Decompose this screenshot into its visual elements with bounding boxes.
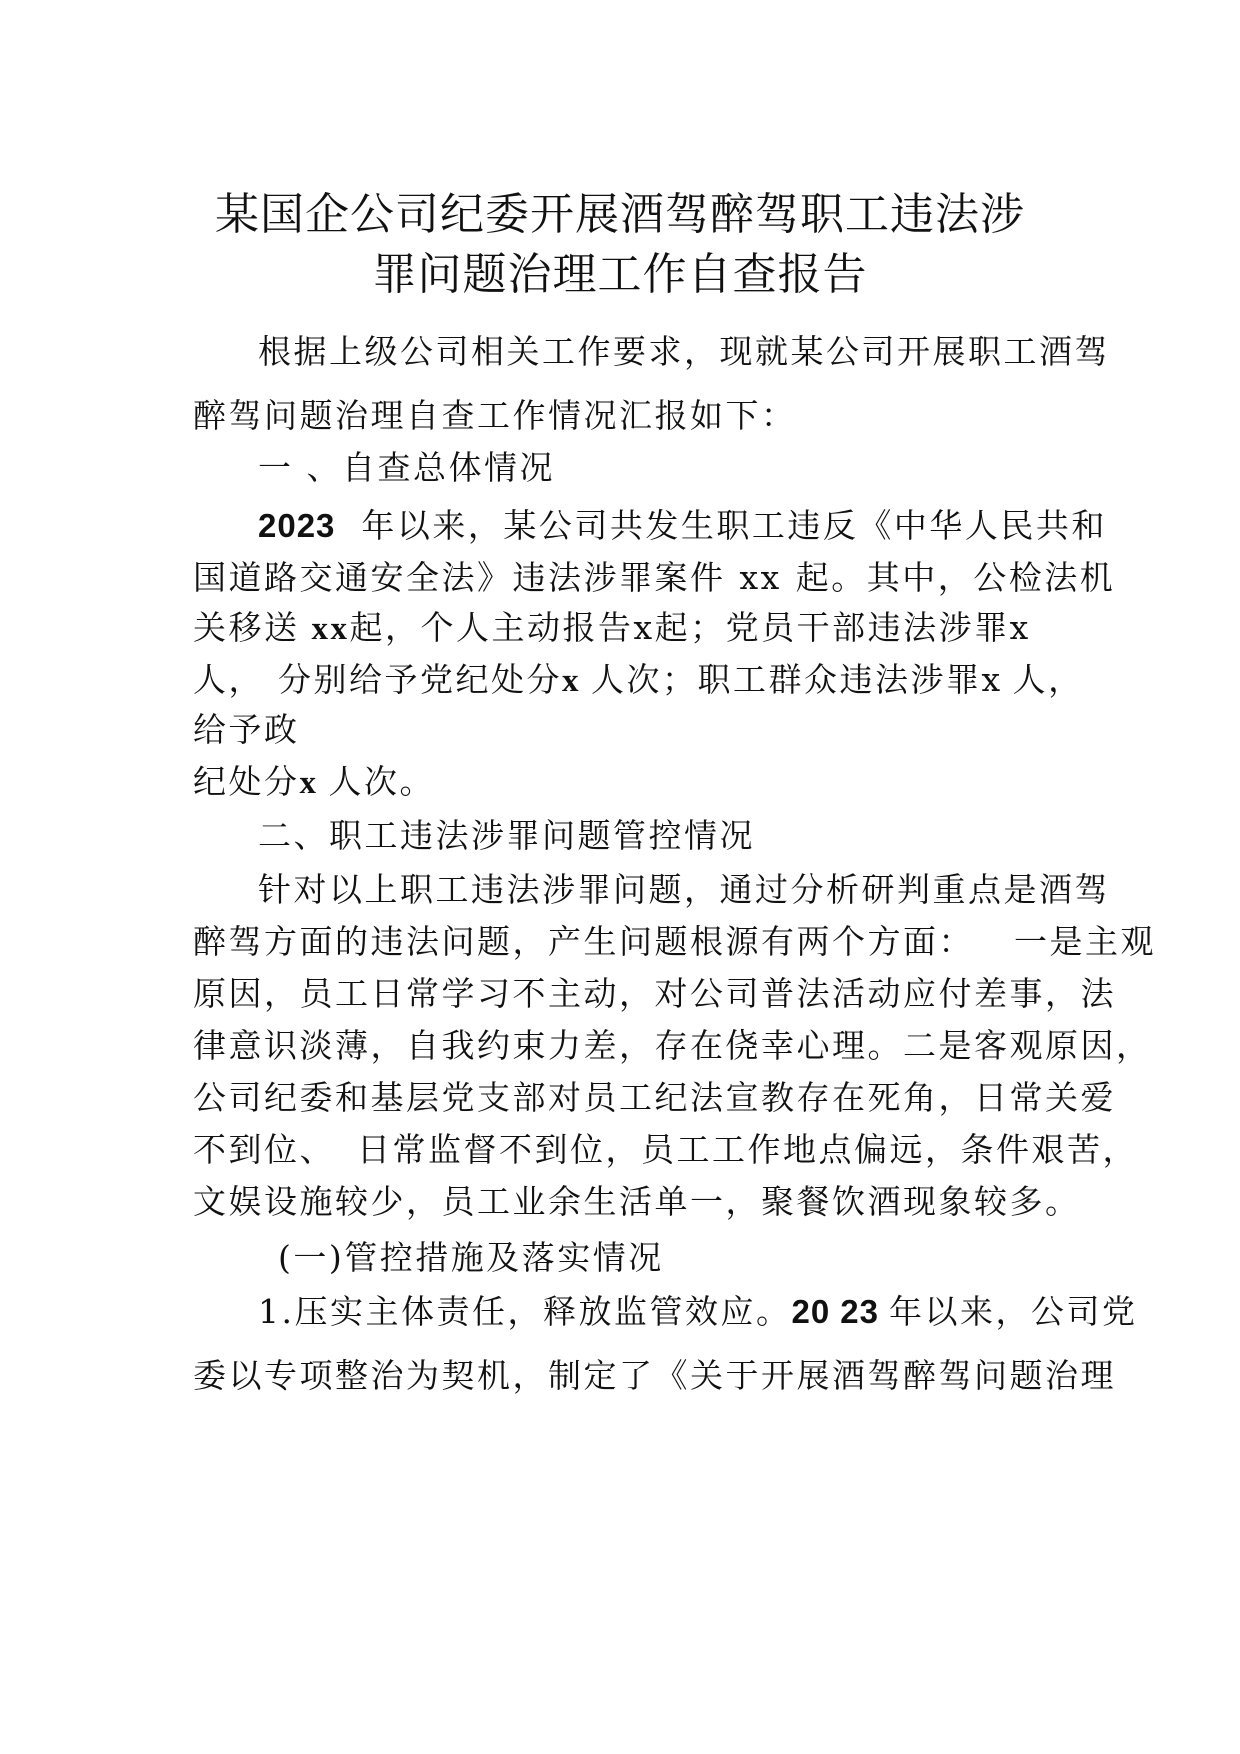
section-1-para-line-3 bbox=[193, 602, 1053, 649]
text-span: 人次。 bbox=[328, 762, 435, 801]
text-span: 国道路交通安全法》违法涉罪案件 bbox=[193, 558, 726, 597]
section-1-heading: 一 、自查总体情况 bbox=[258, 448, 555, 487]
section-2-heading: 二、职工违法涉罪问题管控情况 bbox=[258, 816, 755, 855]
count-placeholder: x bbox=[633, 608, 655, 647]
text-span: 年以来，公司党 bbox=[888, 1292, 1138, 1331]
section-2-para-line-4: 律意识淡薄，自我约束力差，存在侥幸心理。二是客观原因， bbox=[193, 1026, 1152, 1065]
count-placeholder: x bbox=[981, 660, 1003, 699]
count-placeholder: xx bbox=[311, 611, 350, 647]
text-span: 一是主观 bbox=[1014, 922, 1156, 961]
document-title-line-1: 某国企公司纪委开展酒驾醉驾职工违法涉 bbox=[215, 189, 1025, 240]
section-2-para-line-6 bbox=[193, 1124, 1138, 1171]
count-placeholder: x bbox=[299, 765, 319, 801]
section-1-para-line-1 bbox=[258, 500, 1118, 547]
intro-line-1: 根据上级公司相关工作要求，现就某公司开展职工酒驾 bbox=[258, 332, 1110, 371]
section-2-para-line-5: 公司纪委和基层党支部对员工纪法宣教存在死角，日常关爱 bbox=[193, 1078, 1116, 1117]
text-span: 纪处分 bbox=[193, 762, 300, 801]
intro-line-2: 醉驾问题治理自查工作情况汇报如下： bbox=[193, 396, 797, 435]
text-span: 日常监督不到位，员工工作地点偏远，条件艰苦， bbox=[357, 1130, 1138, 1169]
section-1-para-line-4 bbox=[193, 654, 1084, 701]
text-span: 年以来，某公司共发生职工违反《中华人民共和 bbox=[361, 506, 1107, 545]
text-span: 1.压实主体责任，释放监管效应。 bbox=[258, 1292, 792, 1331]
document-title-line-2: 罪问题治理工作自查报告 bbox=[372, 249, 868, 300]
text-span: 起；党员干部违法涉罪 bbox=[654, 608, 1010, 647]
section-2-para-line-3: 原因，员工日常学习不主动，对公司普法活动应付差事，法 bbox=[193, 974, 1116, 1013]
text-span: 人次；职工群众违法涉罪 bbox=[591, 660, 982, 699]
section-2-para-line-7: 文娱设施较少，员工业余生活单一，聚餐饮酒现象较多。 bbox=[193, 1182, 1081, 1221]
subsection-1-item-1-line-2: 委以专项整治为契机，制定了《关于开展酒驾醉驾问题治理 bbox=[193, 1356, 1116, 1395]
section-2-para-line-2 bbox=[193, 916, 1156, 963]
section-2-para-line-1: 针对以上职工违法涉罪问题，通过分析研判重点是酒驾 bbox=[258, 870, 1110, 909]
section-1-para-line-2 bbox=[193, 552, 1116, 599]
text-span: 关移送 bbox=[193, 608, 300, 647]
text-span: 分别给予党纪处分 bbox=[278, 660, 562, 699]
subsection-1-item-1-line-1 bbox=[258, 1286, 1138, 1333]
year-value: 2023 bbox=[258, 507, 336, 544]
text-span: 起。其中，公检法机 bbox=[795, 558, 1116, 597]
text-span: 醉驾方面的违法问题，产生问题根源有两个方面： bbox=[193, 922, 974, 961]
section-1-para-line-6 bbox=[193, 756, 1053, 803]
text-span: 人， bbox=[193, 660, 264, 699]
text-span: 人， bbox=[1012, 660, 1084, 699]
count-placeholder: xx bbox=[739, 558, 782, 597]
count-placeholder: x bbox=[562, 663, 581, 699]
year-value: 20 bbox=[791, 1293, 831, 1330]
text-span: 起，个人主动报告 bbox=[349, 608, 634, 647]
count-placeholder: x bbox=[1009, 608, 1031, 647]
section-1-para-line-5: 给予政 bbox=[193, 710, 300, 749]
year-value: 23 bbox=[840, 1293, 879, 1330]
subsection-1-heading: (一)管控措施及落实情况 bbox=[278, 1238, 664, 1277]
text-span: 不到位、 bbox=[193, 1130, 335, 1169]
